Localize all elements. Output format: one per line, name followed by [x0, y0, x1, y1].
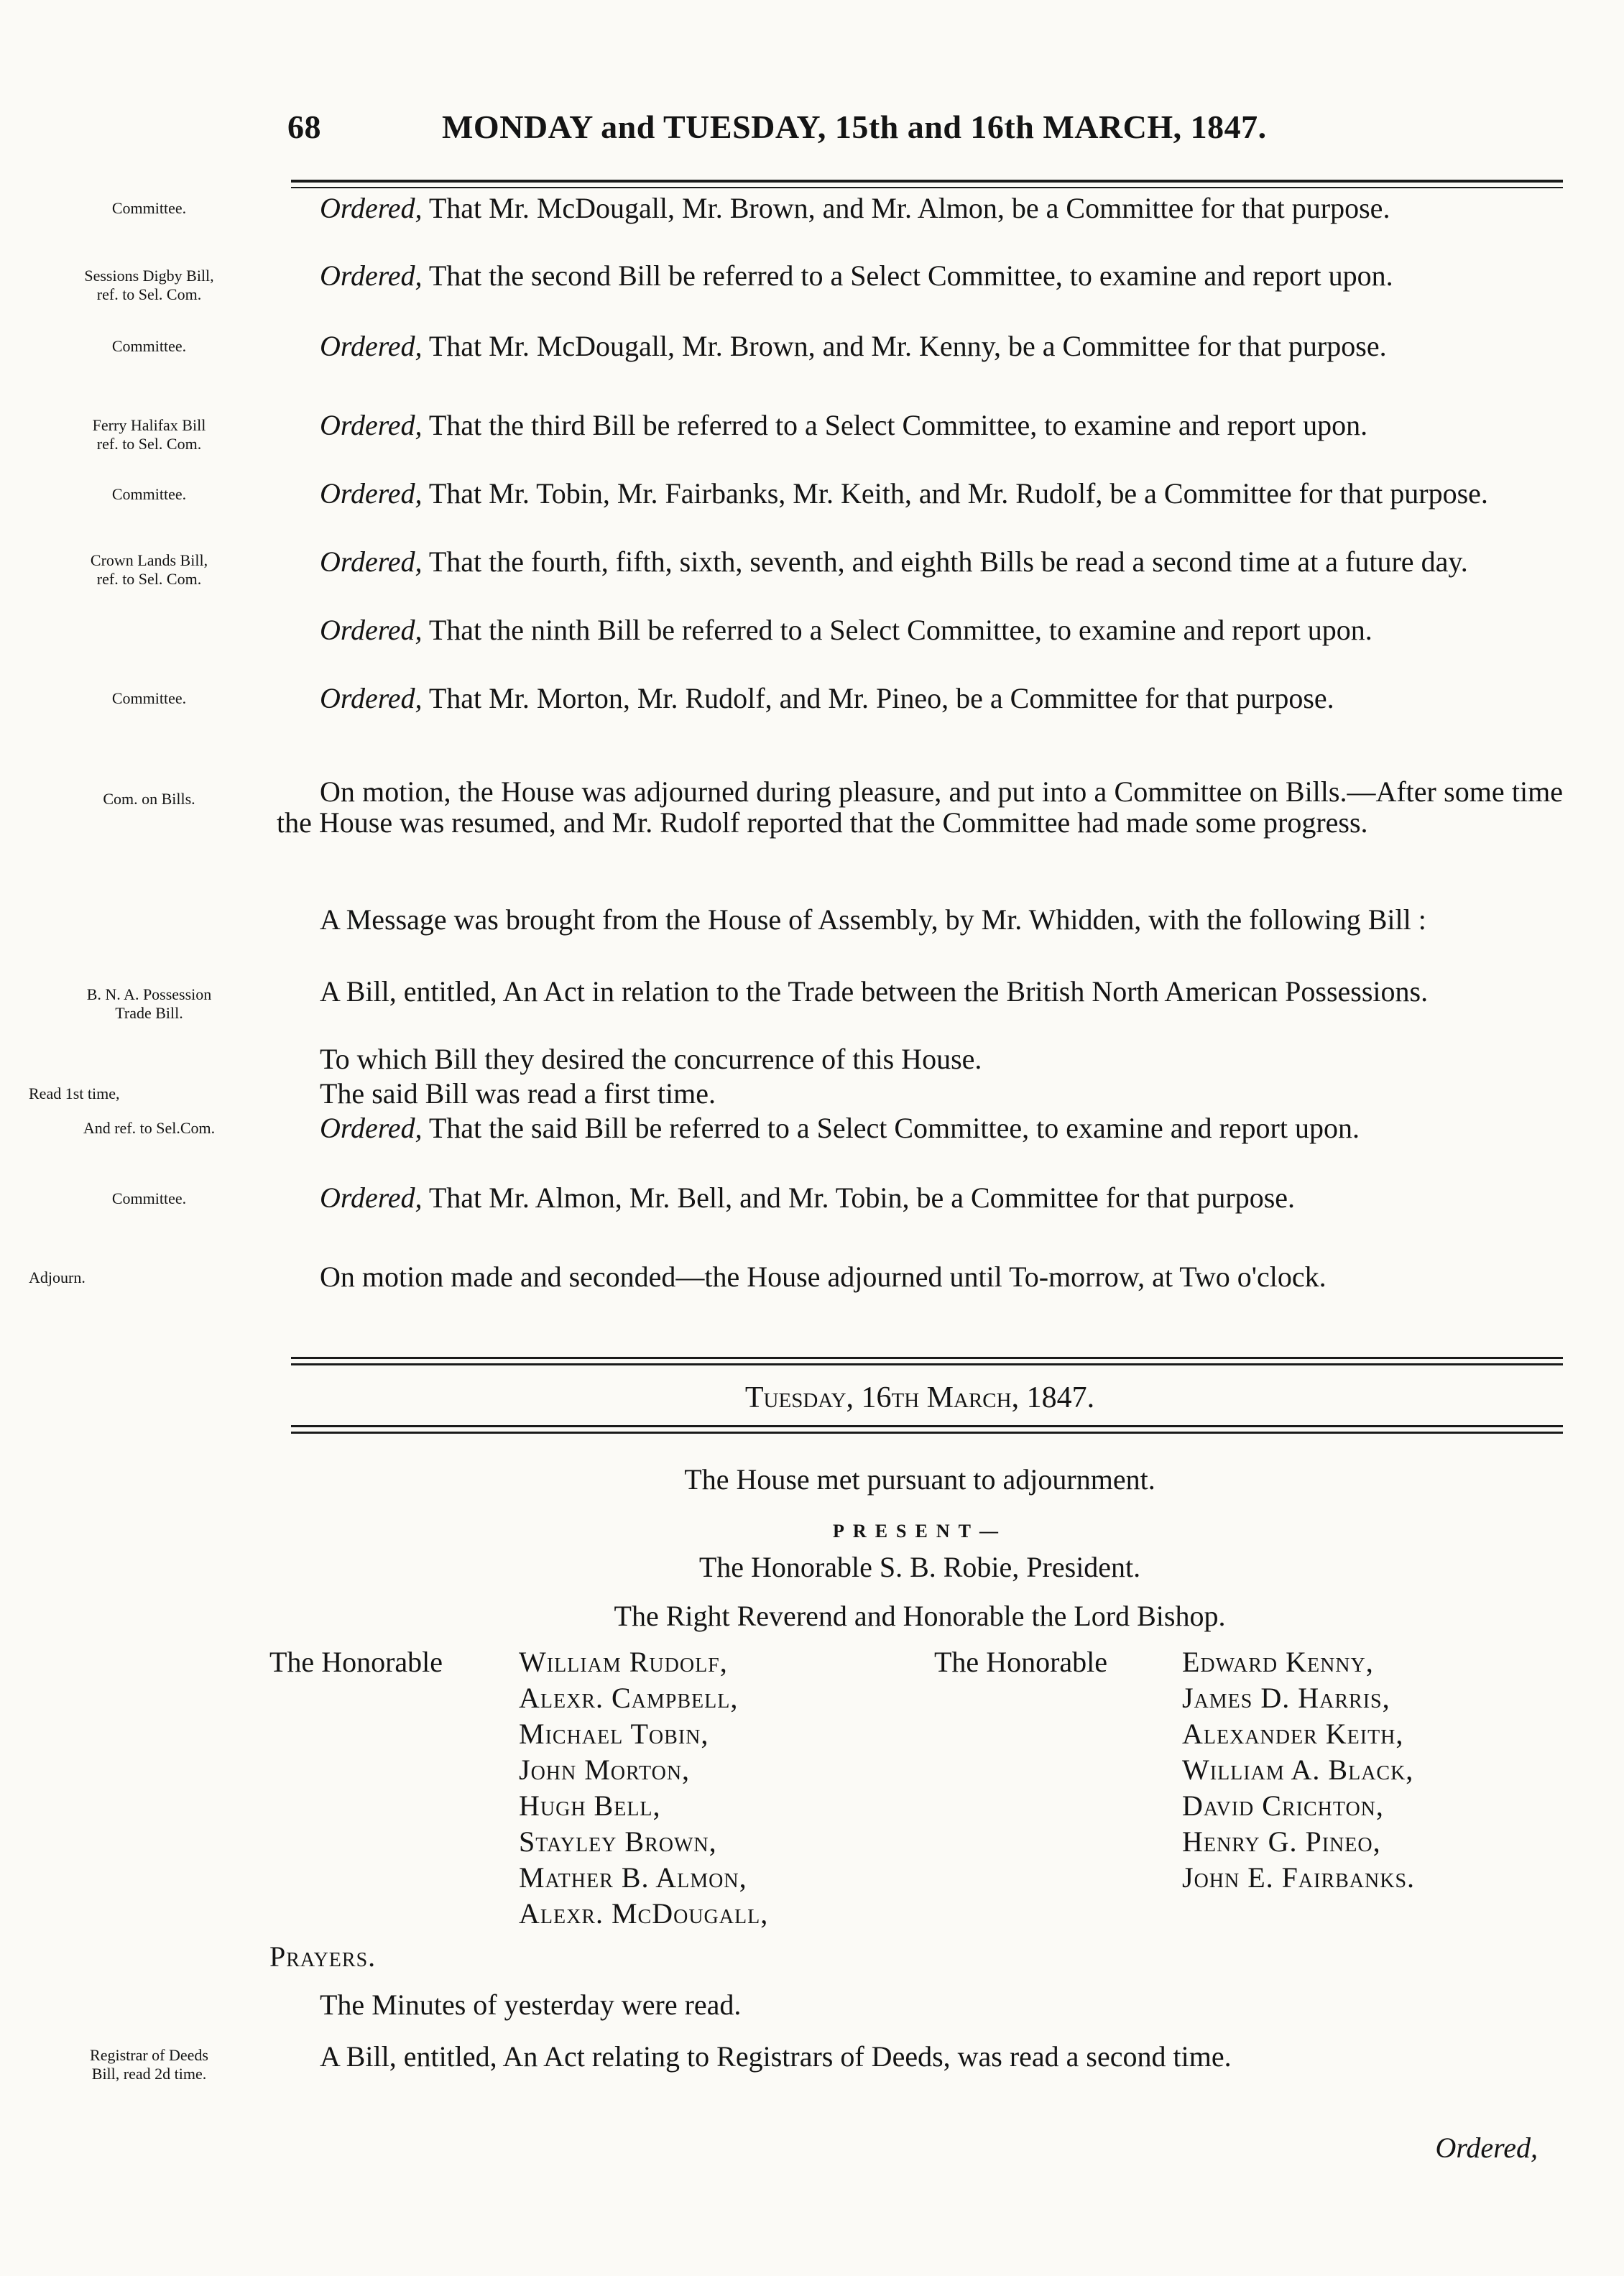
member-name: John Morton,	[519, 1754, 691, 1786]
header-rule-thin	[291, 187, 1563, 188]
margin-note: Read 1st time,	[29, 1084, 120, 1102]
catchword: Ordered,	[1435, 2132, 1538, 2164]
member-name: James D. Harris,	[1182, 1682, 1390, 1714]
margin-note: Committee.	[111, 689, 187, 707]
members-left	[519, 1644, 768, 1932]
member-name: Hugh Bell,	[519, 1789, 661, 1822]
paragraph: A Message was brought from the House of Assembly, by Mr. Whidden, with the following Bill :	[320, 903, 1426, 936]
member-name: Mather B. Almon,	[519, 1861, 747, 1894]
member-name: Michael Tobin,	[519, 1718, 709, 1750]
bishop-line: The Right Reverend and Honorable the Lord Bishop.	[614, 1600, 1226, 1632]
prayers: Prayers.	[269, 1940, 377, 1973]
member-name: Stayley Brown,	[519, 1825, 717, 1858]
present-label: PRESENT—	[833, 1521, 1007, 1542]
bill-read-line: A Bill, entitled, An Act relating to Registrars of Deeds, was read a second time.	[320, 2040, 1232, 2073]
margin-note: ref. to Sel. Com.	[96, 570, 202, 588]
margin-note: Committee.	[111, 485, 187, 503]
margin-note: Sessions Digby Bill,	[84, 267, 214, 285]
member-name: John E. Fairbanks.	[1182, 1861, 1416, 1894]
margin-note: Bill, read 2d time.	[91, 2065, 207, 2083]
section-rule	[291, 1425, 1563, 1434]
margin-note: Ferry Halifax Bill	[92, 416, 206, 434]
margin-note: Trade Bill.	[115, 1004, 183, 1022]
margin-note: ref. to Sel. Com.	[96, 285, 202, 303]
member-name: Henry G. Pineo,	[1182, 1825, 1381, 1858]
honorable-prefix-left: The Honorable	[269, 1646, 443, 1678]
members-right	[1182, 1644, 1415, 1896]
margin-note: Registrar of Deeds	[90, 2046, 208, 2064]
margin-note: Crown Lands Bill,	[90, 551, 208, 569]
member-name: David Crichton,	[1182, 1789, 1384, 1822]
member-name: Alexr. Campbell,	[519, 1682, 739, 1714]
margin-note: Committee.	[111, 199, 187, 217]
header-rule	[291, 180, 1563, 183]
member-name: William Rudolf,	[519, 1646, 728, 1678]
margin-note: Com. on Bills.	[103, 790, 195, 808]
paragraph: Ordered, That the ninth Bill be referred to a Select Committee, to examine and report upon.	[320, 614, 1372, 646]
paragraph: On motion, the House was adjourned during pleasure, and put into a Committee on Bills.—After some time the House was resumed, and Mr. Rudolf reported that the Committee had made some progress.	[277, 775, 1563, 839]
paragraph: Ordered, That the said Bill be referred to a Select Committee, to examine and report upon.	[320, 1112, 1360, 1144]
member-name: Alexr. McDougall,	[519, 1897, 769, 1930]
page-title: MONDAY and TUESDAY, 15th and 16th MARCH, 1847.	[442, 109, 1267, 145]
paragraph: A Bill, entitled, An Act in relation to the Trade between the British North American Possessions.	[320, 975, 1429, 1008]
page-number: 68	[287, 109, 321, 145]
paragraph: On motion made and seconded—the House adjourned until To-morrow, at Two o'clock.	[320, 1261, 1327, 1293]
paragraph: Ordered, That Mr. Morton, Mr. Rudolf, and Mr. Pineo, be a Committee for that purpose.	[320, 682, 1334, 714]
margin-note: ref. to Sel. Com.	[96, 435, 202, 453]
margin-note: Adjourn.	[29, 1268, 86, 1286]
president-line: The Honorable S. B. Robie, President.	[698, 1551, 1141, 1583]
margin-note: B. N. A. Possession	[86, 985, 212, 1003]
member-name: Edward Kenny,	[1182, 1646, 1374, 1678]
section-rule	[291, 1357, 1563, 1365]
paragraph: Ordered, That Mr. Almon, Mr. Bell, and Mr. Tobin, be a Committee for that purpose.	[320, 1181, 1296, 1214]
paragraph: Ordered, That the third Bill be referred to a Select Committee, to examine and report upon.	[320, 409, 1368, 441]
paragraph: Ordered, That Mr. McDougall, Mr. Brown, and Mr. Kenny, be a Committee for that purpose.	[320, 330, 1387, 362]
member-name: Alexander Keith,	[1182, 1718, 1404, 1750]
paragraph: The said Bill was read a first time.	[320, 1077, 716, 1110]
minutes-line: The Minutes of yesterday were read.	[320, 1989, 742, 2021]
honorable-prefix-right: The Honorable	[934, 1646, 1108, 1678]
paragraph: To which Bill they desired the concurrence of this House.	[320, 1043, 982, 1075]
member-name: William A. Black,	[1182, 1754, 1414, 1786]
paragraph: Ordered, That Mr. Tobin, Mr. Fairbanks, Mr. Keith, and Mr. Rudolf, be a Committee for that purpose.	[320, 477, 1488, 510]
paragraph: Ordered, That Mr. McDougall, Mr. Brown, and Mr. Almon, be a Committee for that purpose.	[320, 192, 1390, 224]
paragraph: Ordered, That the second Bill be referred to a Select Committee, to examine and report upon.	[320, 259, 1393, 292]
margin-note: And ref. to Sel.Com.	[83, 1119, 216, 1137]
margin-note: Committee.	[111, 1189, 187, 1207]
met-line: The House met pursuant to adjournment.	[684, 1463, 1155, 1496]
section-heading: Tuesday, 16th March, 1847.	[744, 1381, 1095, 1414]
paragraph: Ordered, That the fourth, fifth, sixth, seventh, and eighth Bills be read a second time at a future day.	[320, 545, 1468, 578]
margin-note: Committee.	[111, 337, 187, 355]
